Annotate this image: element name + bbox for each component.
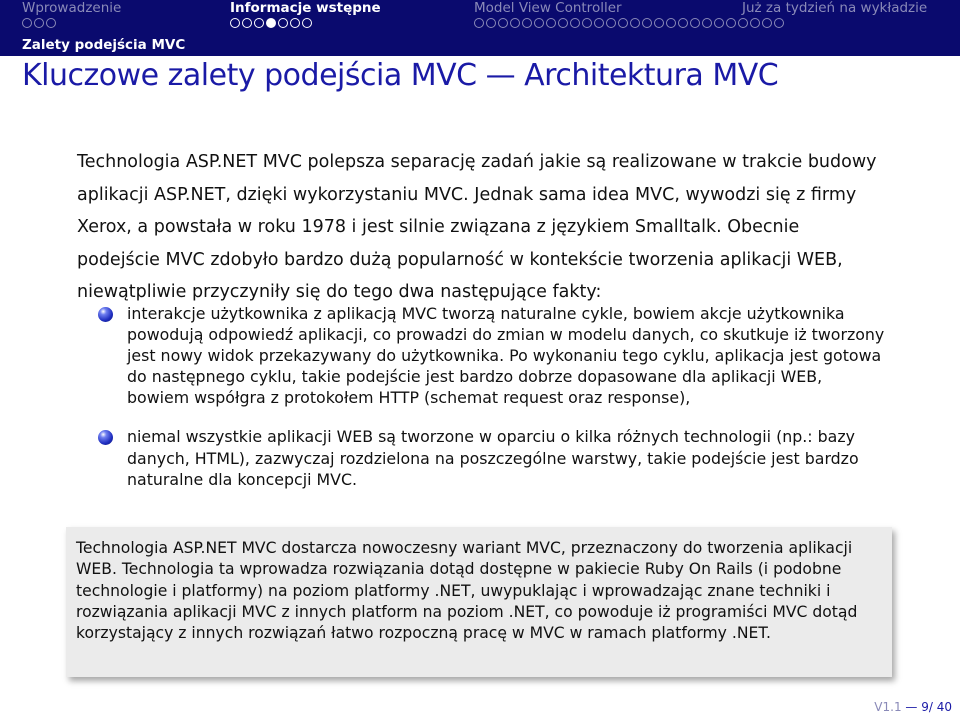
footer [874,700,952,714]
nav-frame-dot[interactable] [630,18,640,28]
nav-frame-dot[interactable] [46,18,56,28]
nav-frame-dot[interactable] [254,18,264,28]
nav-section-wprowadzenie[interactable] [22,0,172,36]
note-text: Technologia ASP.NET MVC dostarcza nowoczesny wariant MVC, przeznaczony do tworzenia aplikacji WEB. Technologia ta wprowadza rozwiązania dotąd dostępne w pakiecie Ruby On Rails (i podobne technologie i platformy) na poziom platformy .NET, uwypuklając i wprowadzając znane techniki i rozwiązania aplikacji MVC z innych platform na poziom .NET, co powoduje iż programiści MVC dotąd korzystający z innych rozwiązań łatwo rozpoczną pracę w MVC w ramach platformy .NET. [76,539,858,643]
nav-frame-dot[interactable] [726,18,736,28]
bullet-ball-icon [98,430,113,445]
note-box [66,527,892,677]
nav-frame-dot[interactable] [22,18,32,28]
nav-frame-dot[interactable] [702,18,712,28]
nav-frame-dot[interactable] [498,18,508,28]
page-number: 9/ 40 [921,700,952,714]
nav-frame-dot[interactable] [34,18,44,28]
nav-frame-dot[interactable] [654,18,664,28]
nav-frame-dot[interactable] [642,18,652,28]
list-item [98,303,888,408]
nav-frame-dot[interactable] [522,18,532,28]
bullet-list [98,303,888,508]
bullet-ball-icon [98,307,113,322]
nav-frame-dots [230,18,312,30]
nav-frame-dots [474,18,784,30]
list-item-text: niemal wszystkie aplikacji WEB są tworzone w oparciu o kilka różnych technologii (np.: bazy danych, HTML), zazwyczaj rozdzielona na poszczególne warstwy, takie podejście jest bardzo naturalne dla koncepcji MVC. [127,427,859,489]
nav-frame-dot[interactable] [242,18,252,28]
subsection-title: Zalety podejścia MVC [22,37,186,53]
nav-frame-dots [22,18,56,30]
nav-section-title[interactable]: Model View Controller [474,0,622,16]
nav-frame-dot[interactable] [594,18,604,28]
nav-frame-dot[interactable] [606,18,616,28]
list-item-text: interakcje użytkownika z aplikacją MVC tworzą naturalne cykle, bowiem akcje użytkownika powodują odpowiedź aplikacji, co prowadzi do zmian w modelu danych, co skutkuje iż tworzony jest nowy widok przekazywany do użytkownika. Po wykonaniu tego cyklu, aplikacja jest gotowa do następnego cyklu, takie podejście jest bardzo dobrze dopasowane dla aplikacji WEB, bowiem współgra z protokołem HTTP (schemat request oraz response), [127,304,885,408]
page-title: Kluczowe zalety podejścia MVC — Architektura MVC [22,58,779,93]
nav-frame-dot[interactable] [534,18,544,28]
nav-frame-dot[interactable] [230,18,240,28]
nav-frame-dot[interactable] [546,18,556,28]
nav-frame-dot[interactable] [302,18,312,28]
nav-frame-dot[interactable] [266,18,276,28]
nav-section-title[interactable]: Już za tydzień na wykładzie [742,0,928,16]
nav-section-title[interactable]: Informacje wstępne [230,0,381,16]
version-label: V1.1 [874,700,902,714]
nav-frame-dot[interactable] [678,18,688,28]
nav-frame-dot[interactable] [278,18,288,28]
nav-frame-dot[interactable] [690,18,700,28]
footer-separator: — [901,700,922,714]
nav-frame-dot[interactable] [486,18,496,28]
nav-frame-dot[interactable] [618,18,628,28]
nav-frame-dot[interactable] [714,18,724,28]
list-item [98,426,888,489]
nav-frame-dot[interactable] [582,18,592,28]
header-navigation [0,0,960,56]
nav-frame-dot[interactable] [570,18,580,28]
intro-paragraph: Technologia ASP.NET MVC polepsza separację zadań jakie są realizowane w trakcie budowy aplikacji ASP.NET, dzięki wykorzystaniu MVC. Jednak sama idea MVC, wywodzi się z firmy Xerox, a powstała w roku 1978 i jest silnie związana z językiem Smalltalk. Obecnie podejście MVC zdobyło bardzo dużą popularność w kontekście tworzenia aplikacji WEB, niewątpliwie przyczyniły się do tego dwa następujące fakty: [77,152,877,302]
nav-frame-dot[interactable] [474,18,484,28]
nav-frame-dot[interactable] [666,18,676,28]
nav-frame-dot[interactable] [558,18,568,28]
nav-frame-dot[interactable] [510,18,520,28]
nav-section-informacje[interactable] [230,0,430,36]
nav-frame-dot[interactable] [290,18,300,28]
nav-section-mvc[interactable] [474,0,774,36]
nav-section-title[interactable]: Wprowadzenie [22,0,122,16]
nav-section-nastepny[interactable] [742,0,952,36]
